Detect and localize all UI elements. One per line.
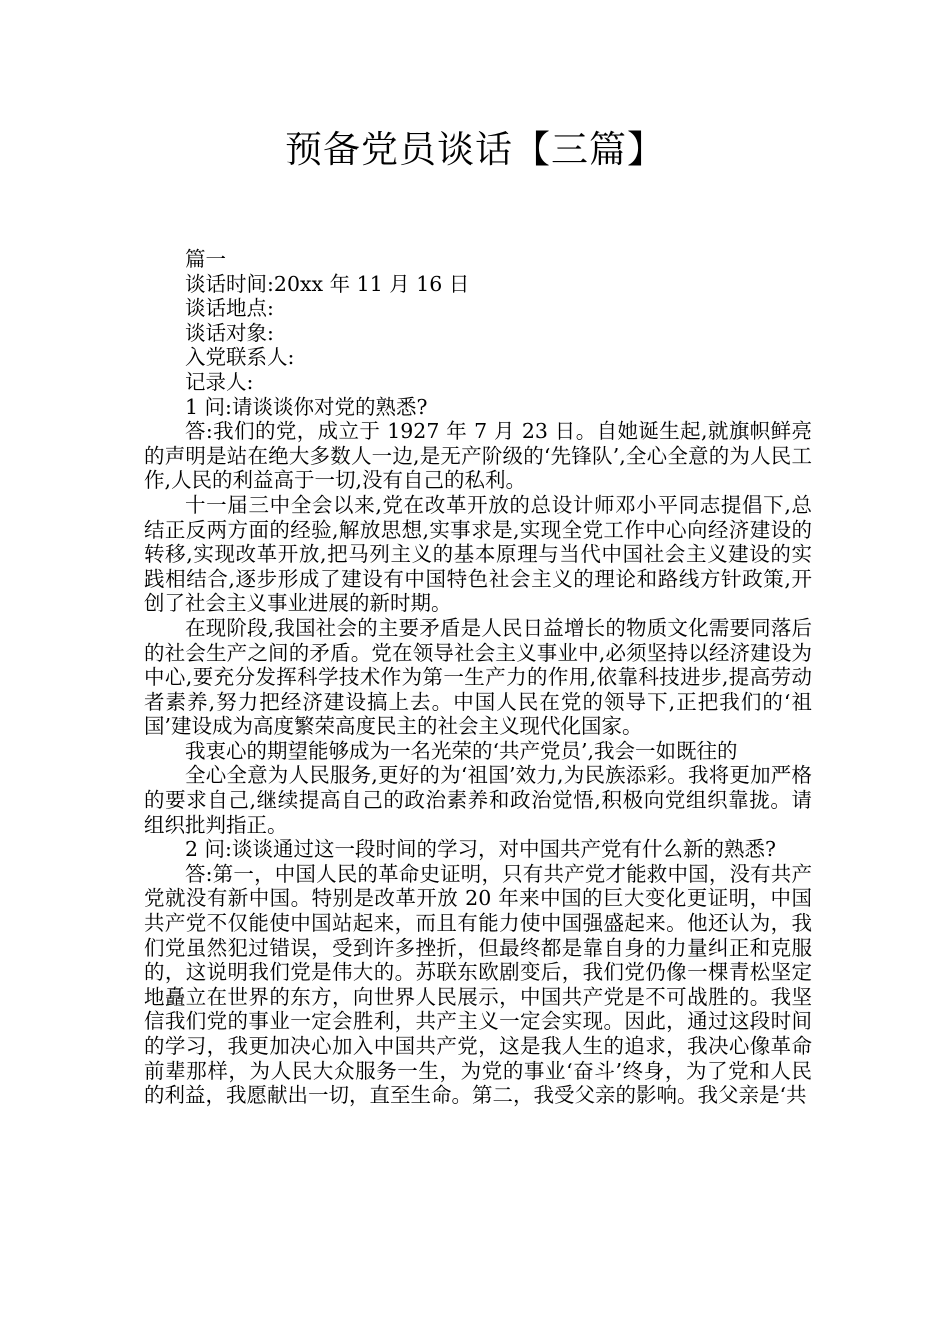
answer-1-paragraph: 全心全意为人民服务,更好的为‘祖国’效力,为民族添彩。我将更加严格的要求自己,继续提高自己的政治素养和政治觉悟,积极向党组织靠拢。请组织批判指正。 [144,763,812,837]
meta-recorder: 记录人: [185,369,254,394]
meta-place: 谈话地点: [185,296,274,321]
question-2: 2 问:谈谈通过这一段时间的学习，对中国共产党有什么新的熟悉? [185,837,776,862]
question-1: 1 问:请谈谈你对党的熟悉? [185,394,428,419]
meta-contact: 入党联系人: [185,345,295,370]
meta-time: 谈话时间:20xx 年 11 月 16 日 [185,271,470,296]
answer-1-paragraph: 答:我们的党，成立于 1927 年 7 月 23 日。自她诞生起,就旗帜鲜亮的声明是站在绝大多数人一边,是无产阶级的‘先锋队’,全心全意的为人民工作,人民的利益高于一切,没有自己的私利。 [144,419,812,493]
section-heading: 篇一 [185,247,226,271]
document-body [144,247,812,1108]
answer-1-paragraph: 在现阶段,我国社会的主要矛盾是人民日益增长的物质文化需要同落后的社会生产之间的矛盾。党在领导社会主义事业中,必须坚持以经济建设为中心,要充分发挥科学技术作为第一生产力的作用,依靠科技进步,提高劳动者素养,努力把经济建设搞上去。中国人民在党的领导下,正把我们的‘祖国’建设成为高度繁荣高度民主的社会主义现代化国家。 [144,615,812,739]
answer-2-paragraph: 答:第一，中国人民的革命史证明，只有共产党才能救中国，没有共产党就没有新中国。特别是改革开放 20 年来中国的巨大变化更证明，中国共产党不仅能使中国站起来，而且有能力使中国强盛起来。他还认为，我们党虽然犯过错误，受到许多挫折，但最终都是靠自身的力量纠正和克服的，这说明我们党是伟大的。苏联东欧剧变后，我们党仍像一棵青松坚定地矗立在世界的东方，向世界人民展示，中国共产党是不可战胜的。我坚信我们党的事业一定会胜利，共产主义一定会实现。因此，通过这段时间的学习，我更加决心加入中国共产党，这是我人生的追求，我决心像革命前辈那样，为人民大众服务一生，为党的事业‘奋斗’终身，为了党和人民的利益，我愿献出一切，直至生命。第二，我受父亲的影响。我父亲是‘共 [144,861,812,1108]
answer-1-paragraph: 我衷心的期望能够成为一名光荣的‘共产党员’,我会一如既往的 [185,738,738,763]
meta-subject: 谈话对象: [185,320,274,345]
document-title: 预备党员谈话【三篇】 [285,128,665,171]
answer-1-paragraph: 十一届三中全会以来,党在改革开放的总设计师邓小平同志提倡下,总结正反两方面的经验,解放思想,实事求是,实现全党工作中心向经济建设的转移,实现改革开放,把马列主义的基本原理与当代中国社会主义建设的实践相结合,逐步形成了建设有中国特色社会主义的理论和路线方针政策,开创了社会主义事业进展的新时期。 [144,492,812,616]
